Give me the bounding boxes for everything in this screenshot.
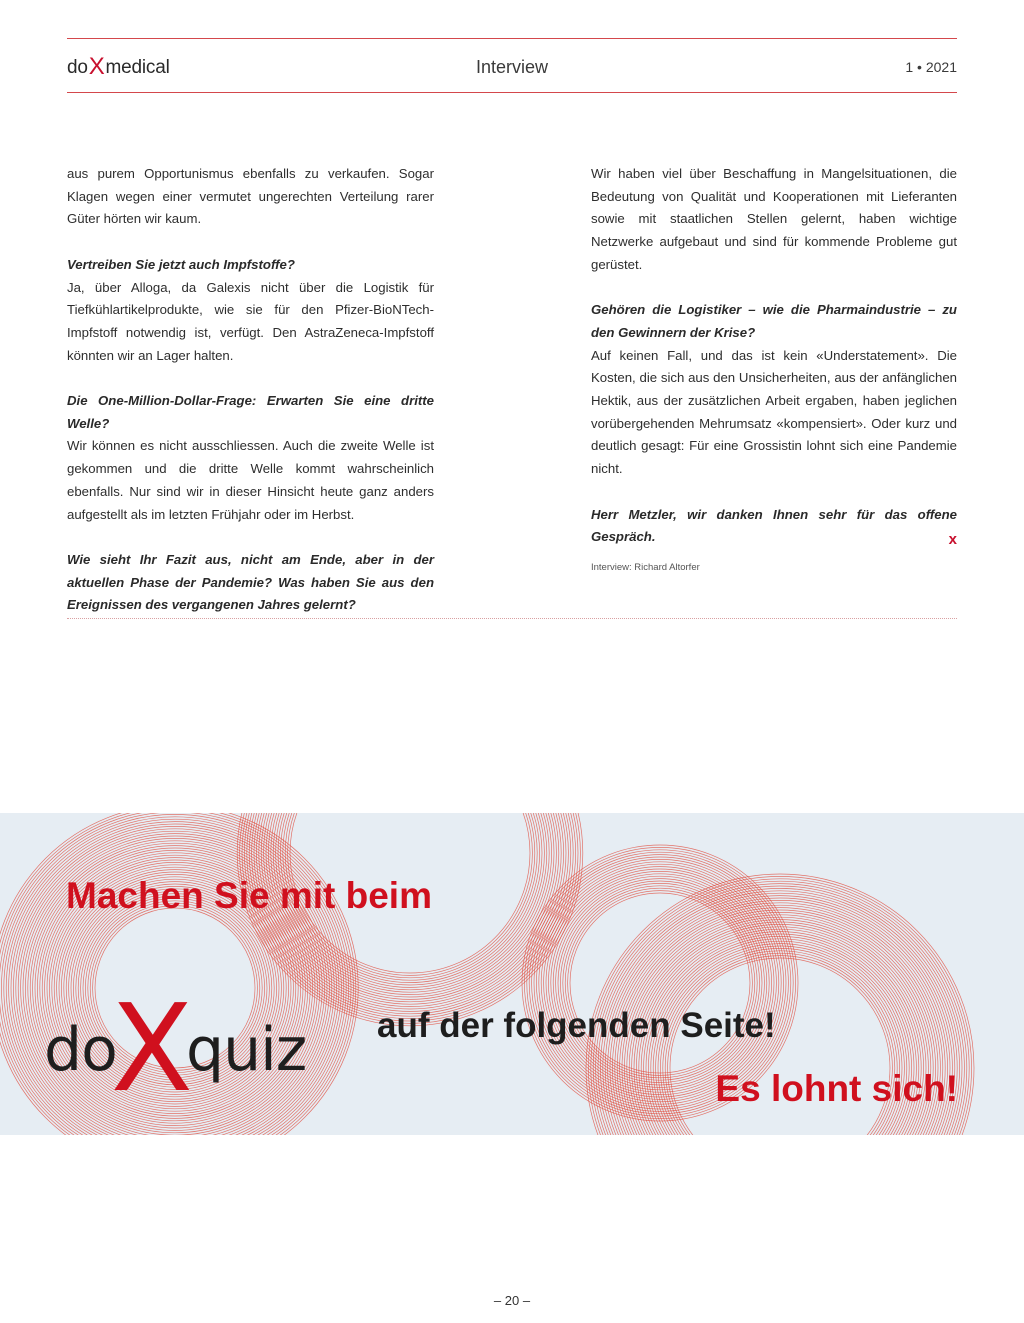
banner-headline: Machen Sie mit beim (66, 875, 432, 916)
interview-question: Die One-Million-Dollar-Frage: Erwarten Sie eine dritte Welle? (67, 393, 434, 431)
logo-x-mark: X (88, 53, 105, 80)
interview-answer: Wir haben viel über Beschaffung in Mangelsituationen, die Bedeutung von Qualität und Kooperationen mit Lieferanten sowie mit staatlichen Stellen gelernt, haben wichtige Netzwerke aufgebaut und sind für kommende Probleme gut gerüstet. (591, 166, 957, 272)
left-column (67, 163, 434, 617)
interview-answer: Wir können es nicht ausschliessen. Auch die zweite Welle ist gekommen und die dritte Welle kommt wahrscheinlich ebenfalls. Nur sind wir in dieser Hinsicht heute ganz anders aufgestellt als im letzten Frühjahr oder im Herbst. (67, 438, 434, 522)
page-number: – 20 – (493, 1293, 531, 1308)
doxquiz-banner (0, 813, 1024, 1135)
interview-credit: Interview: Richard Altorfer (591, 561, 700, 573)
right-column-body (591, 163, 957, 549)
interview-question: Wie sieht Ihr Fazit aus, nicht am Ende, aber in der aktuellen Phase der Pandemie? Was haben Sie aus den Ereignissen des vergangenen Jahres gelernt? (67, 551, 434, 613)
doxquiz-quiz-text: quiz (186, 1015, 307, 1085)
issue-number: 1 • 2021 (905, 59, 957, 75)
header-bottom-rule (67, 92, 957, 93)
interview-answer: aus purem Opportunismus ebenfalls zu verkaufen. Sogar Klagen wegen einer vermutet ungerechten Verteilung rarer Güter hörten wir kaum. (67, 166, 434, 227)
interview-question: Gehören die Logistiker – wie die Pharmaindustrie – zu den Gewinnern der Krise? (591, 302, 957, 340)
interview-question: Herr Metzler, wir danken Ihnen sehr für das offene Gespräch. (591, 506, 957, 545)
interview-answer: Auf keinen Fall, und das ist kein «Understatement». Die Kosten, die sich aus den Unsicherheiten, aus der anfänglichen Hektik, aus der zusätzlichen Arbeit ergaben, haben jeglichen vorübergehenden Mehrumsatz «kompensiert». Oder kurz und deutlich gesagt: Für eine Grossistin lohnt sich eine Pandemie nicht. (591, 347, 957, 477)
section-divider (67, 618, 957, 619)
section-title: Interview (475, 57, 549, 77)
doxquiz-do-text: do (44, 1015, 117, 1085)
doxquiz-x-mark: X (110, 980, 193, 1119)
banner-tagline: Es lohnt sich! (715, 1068, 958, 1109)
doxquiz-logo (44, 970, 307, 1119)
interview-answer: Ja, über Alloga, da Galexis nicht über die Logistik für Tiefkühlartikelprodukte, wie sie für den Pfizer-BioNTech-Impfstoff notwendig ist, verfügt. Den AstraZeneca-Impfstoff könnten wir an Lager halten. (67, 279, 434, 363)
header-top-rule (67, 38, 957, 39)
end-mark: x (948, 530, 957, 548)
logo-medical-text: medical (105, 57, 170, 78)
logo-do-text: do (67, 57, 88, 78)
banner-subline: auf der folgenden Seite! (377, 1006, 776, 1045)
interview-question: Vertreiben Sie jetzt auch Impfstoffe? (67, 256, 295, 272)
right-column (591, 163, 957, 580)
